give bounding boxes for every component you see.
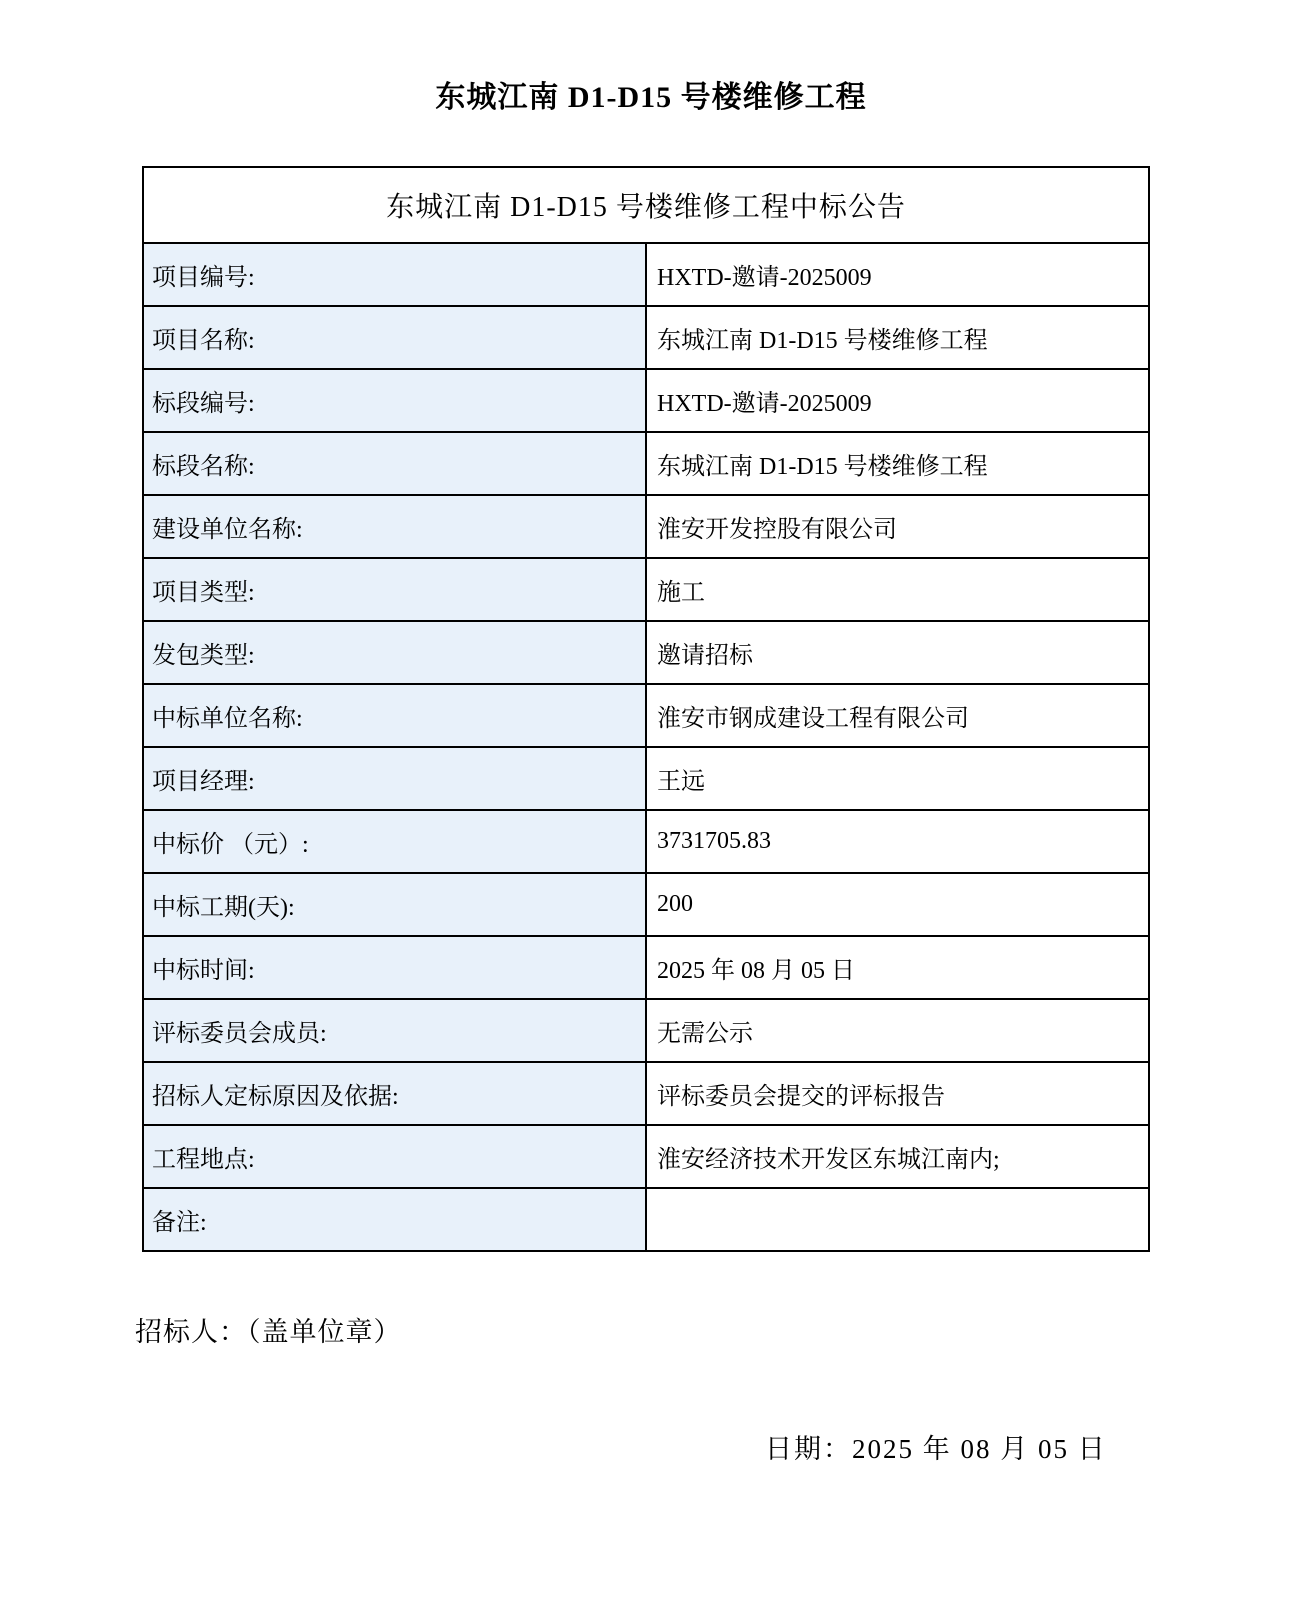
row-value: 东城江南 D1-D15 号楼维修工程 xyxy=(646,306,1149,369)
row-value: 王远 xyxy=(646,747,1149,810)
row-value: 淮安开发控股有限公司 xyxy=(646,495,1149,558)
row-label: 招标人定标原因及依据: xyxy=(143,1062,646,1125)
row-value: HXTD-邀请-2025009 xyxy=(646,243,1149,306)
table-row xyxy=(143,243,1149,306)
table-row xyxy=(143,936,1149,999)
row-label: 项目编号: xyxy=(143,243,646,306)
row-label: 建设单位名称: xyxy=(143,495,646,558)
row-value: 3731705.83 xyxy=(646,810,1149,873)
row-value: 邀请招标 xyxy=(646,621,1149,684)
row-label: 中标时间: xyxy=(143,936,646,999)
row-value: 200 xyxy=(646,873,1149,936)
row-value xyxy=(646,1188,1149,1251)
table-row xyxy=(143,684,1149,747)
row-label: 工程地点: xyxy=(143,1125,646,1188)
table-row xyxy=(143,1062,1149,1125)
row-label: 项目经理: xyxy=(143,747,646,810)
table-row xyxy=(143,369,1149,432)
table-row xyxy=(143,306,1149,369)
table-row xyxy=(143,558,1149,621)
row-label: 评标委员会成员: xyxy=(143,999,646,1062)
table-row xyxy=(143,1188,1149,1251)
row-value: 2025 年 08 月 05 日 xyxy=(646,936,1149,999)
table-row xyxy=(143,495,1149,558)
row-label: 标段编号: xyxy=(143,369,646,432)
table-row xyxy=(143,747,1149,810)
table-row xyxy=(143,810,1149,873)
row-value: 淮安经济技术开发区东城江南内; xyxy=(646,1125,1149,1188)
row-label: 中标价 （元）: xyxy=(143,810,646,873)
row-label: 标段名称: xyxy=(143,432,646,495)
row-label: 中标单位名称: xyxy=(143,684,646,747)
row-label: 项目类型: xyxy=(143,558,646,621)
row-label: 中标工期(天): xyxy=(143,873,646,936)
table-row xyxy=(143,621,1149,684)
table-row xyxy=(143,1125,1149,1188)
row-value: 施工 xyxy=(646,558,1149,621)
page-title: 东城江南 D1-D15 号楼维修工程 xyxy=(435,81,867,114)
table-row xyxy=(143,999,1149,1062)
row-value: 东城江南 D1-D15 号楼维修工程 xyxy=(646,432,1149,495)
bidder-seal-line: 招标人：（盖单位章） xyxy=(135,1317,402,1347)
row-label: 项目名称: xyxy=(143,306,646,369)
row-value: 淮安市钢成建设工程有限公司 xyxy=(646,684,1149,747)
table-row xyxy=(143,432,1149,495)
row-value: HXTD-邀请-2025009 xyxy=(646,369,1149,432)
row-label: 发包类型: xyxy=(143,621,646,684)
row-label: 备注: xyxy=(143,1188,646,1251)
table-body xyxy=(143,243,1149,1251)
announcement-table xyxy=(142,166,1150,1252)
table-row xyxy=(143,873,1149,936)
row-value: 评标委员会提交的评标报告 xyxy=(646,1062,1149,1125)
row-value: 无需公示 xyxy=(646,999,1149,1062)
table-header-row xyxy=(143,167,1149,243)
date-line: 日期：2025 年 08 月 05 日 xyxy=(765,1434,1107,1464)
table-title: 东城江南 D1-D15 号楼维修工程中标公告 xyxy=(143,167,1149,243)
